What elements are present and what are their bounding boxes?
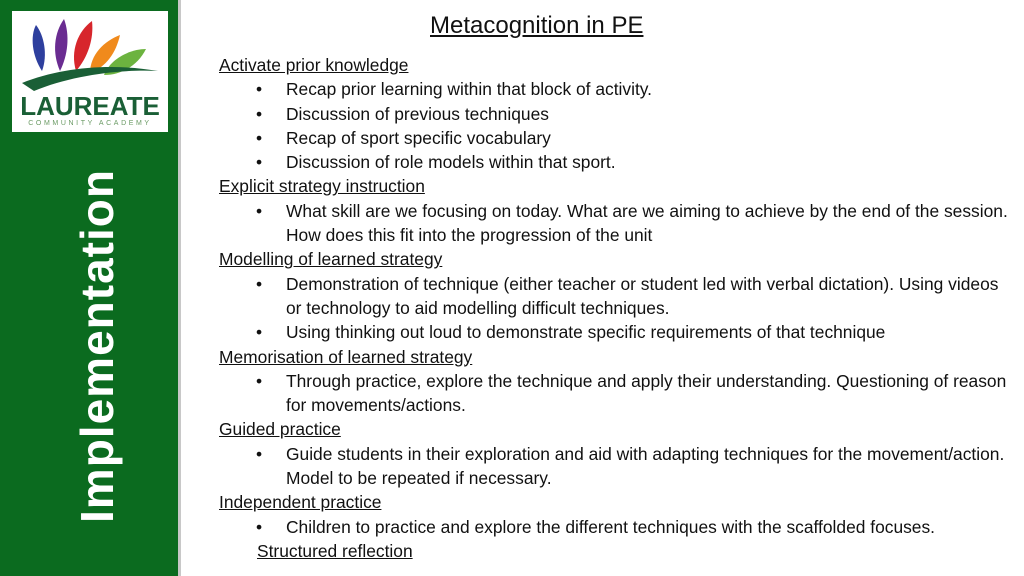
bullet-item: • What skill are we focusing on today. What are we aiming to achieve by the end of the session. How does this fit into the progression of the unit <box>219 199 1009 248</box>
structured-reflection-heading: Structured reflection <box>257 540 413 561</box>
logo-subtitle: COMMUNITY ACADEMY <box>28 120 152 127</box>
bullet-item: • Children to practice and explore the different techniques with the scaffolded focuses. <box>219 515 1009 539</box>
bullet-item: • Discussion of previous techniques <box>219 102 1009 126</box>
logo <box>12 11 168 132</box>
sidebar <box>0 0 181 576</box>
bullet-item: • Recap of sport specific vocabulary <box>219 126 1009 150</box>
bullet-item: • Using thinking out loud to demonstrate specific requirements of that technique <box>219 320 1009 344</box>
section-heading: Activate prior knowledge <box>219 55 409 75</box>
section-heading: Explicit strategy instruction <box>219 176 425 197</box>
bullet-item: • Guide students in their exploration and aid with adapting techniques for the movement/action. Model to be repeated if necessary. <box>219 442 1009 491</box>
bullet-item: • Discussion of role models within that sport. <box>219 150 1009 174</box>
section-heading: Independent practice <box>219 492 382 513</box>
bullet-item: • Recap prior learning within that block of activity. <box>219 77 1009 101</box>
bullet-item: • Through practice, explore the technique and apply their understanding. Questioning of reason for movements/actions. <box>219 369 1009 418</box>
page-title: Metacognition in PE <box>430 12 644 39</box>
section-heading: Memorisation of learned strategy <box>219 346 473 367</box>
bullet-item: • Demonstration of technique (either teacher or student led with verbal dictation). Using videos or technology to aid modelling difficult techniques. <box>219 272 1009 321</box>
content-list <box>219 53 1009 563</box>
section-heading: Modelling of learned strategy <box>219 249 443 270</box>
logo-name: LAUREATE <box>20 91 160 121</box>
leaves-logo-icon <box>12 11 168 91</box>
vertical-section-title: Implementation <box>71 169 123 523</box>
section-heading: Guided practice <box>219 419 341 440</box>
